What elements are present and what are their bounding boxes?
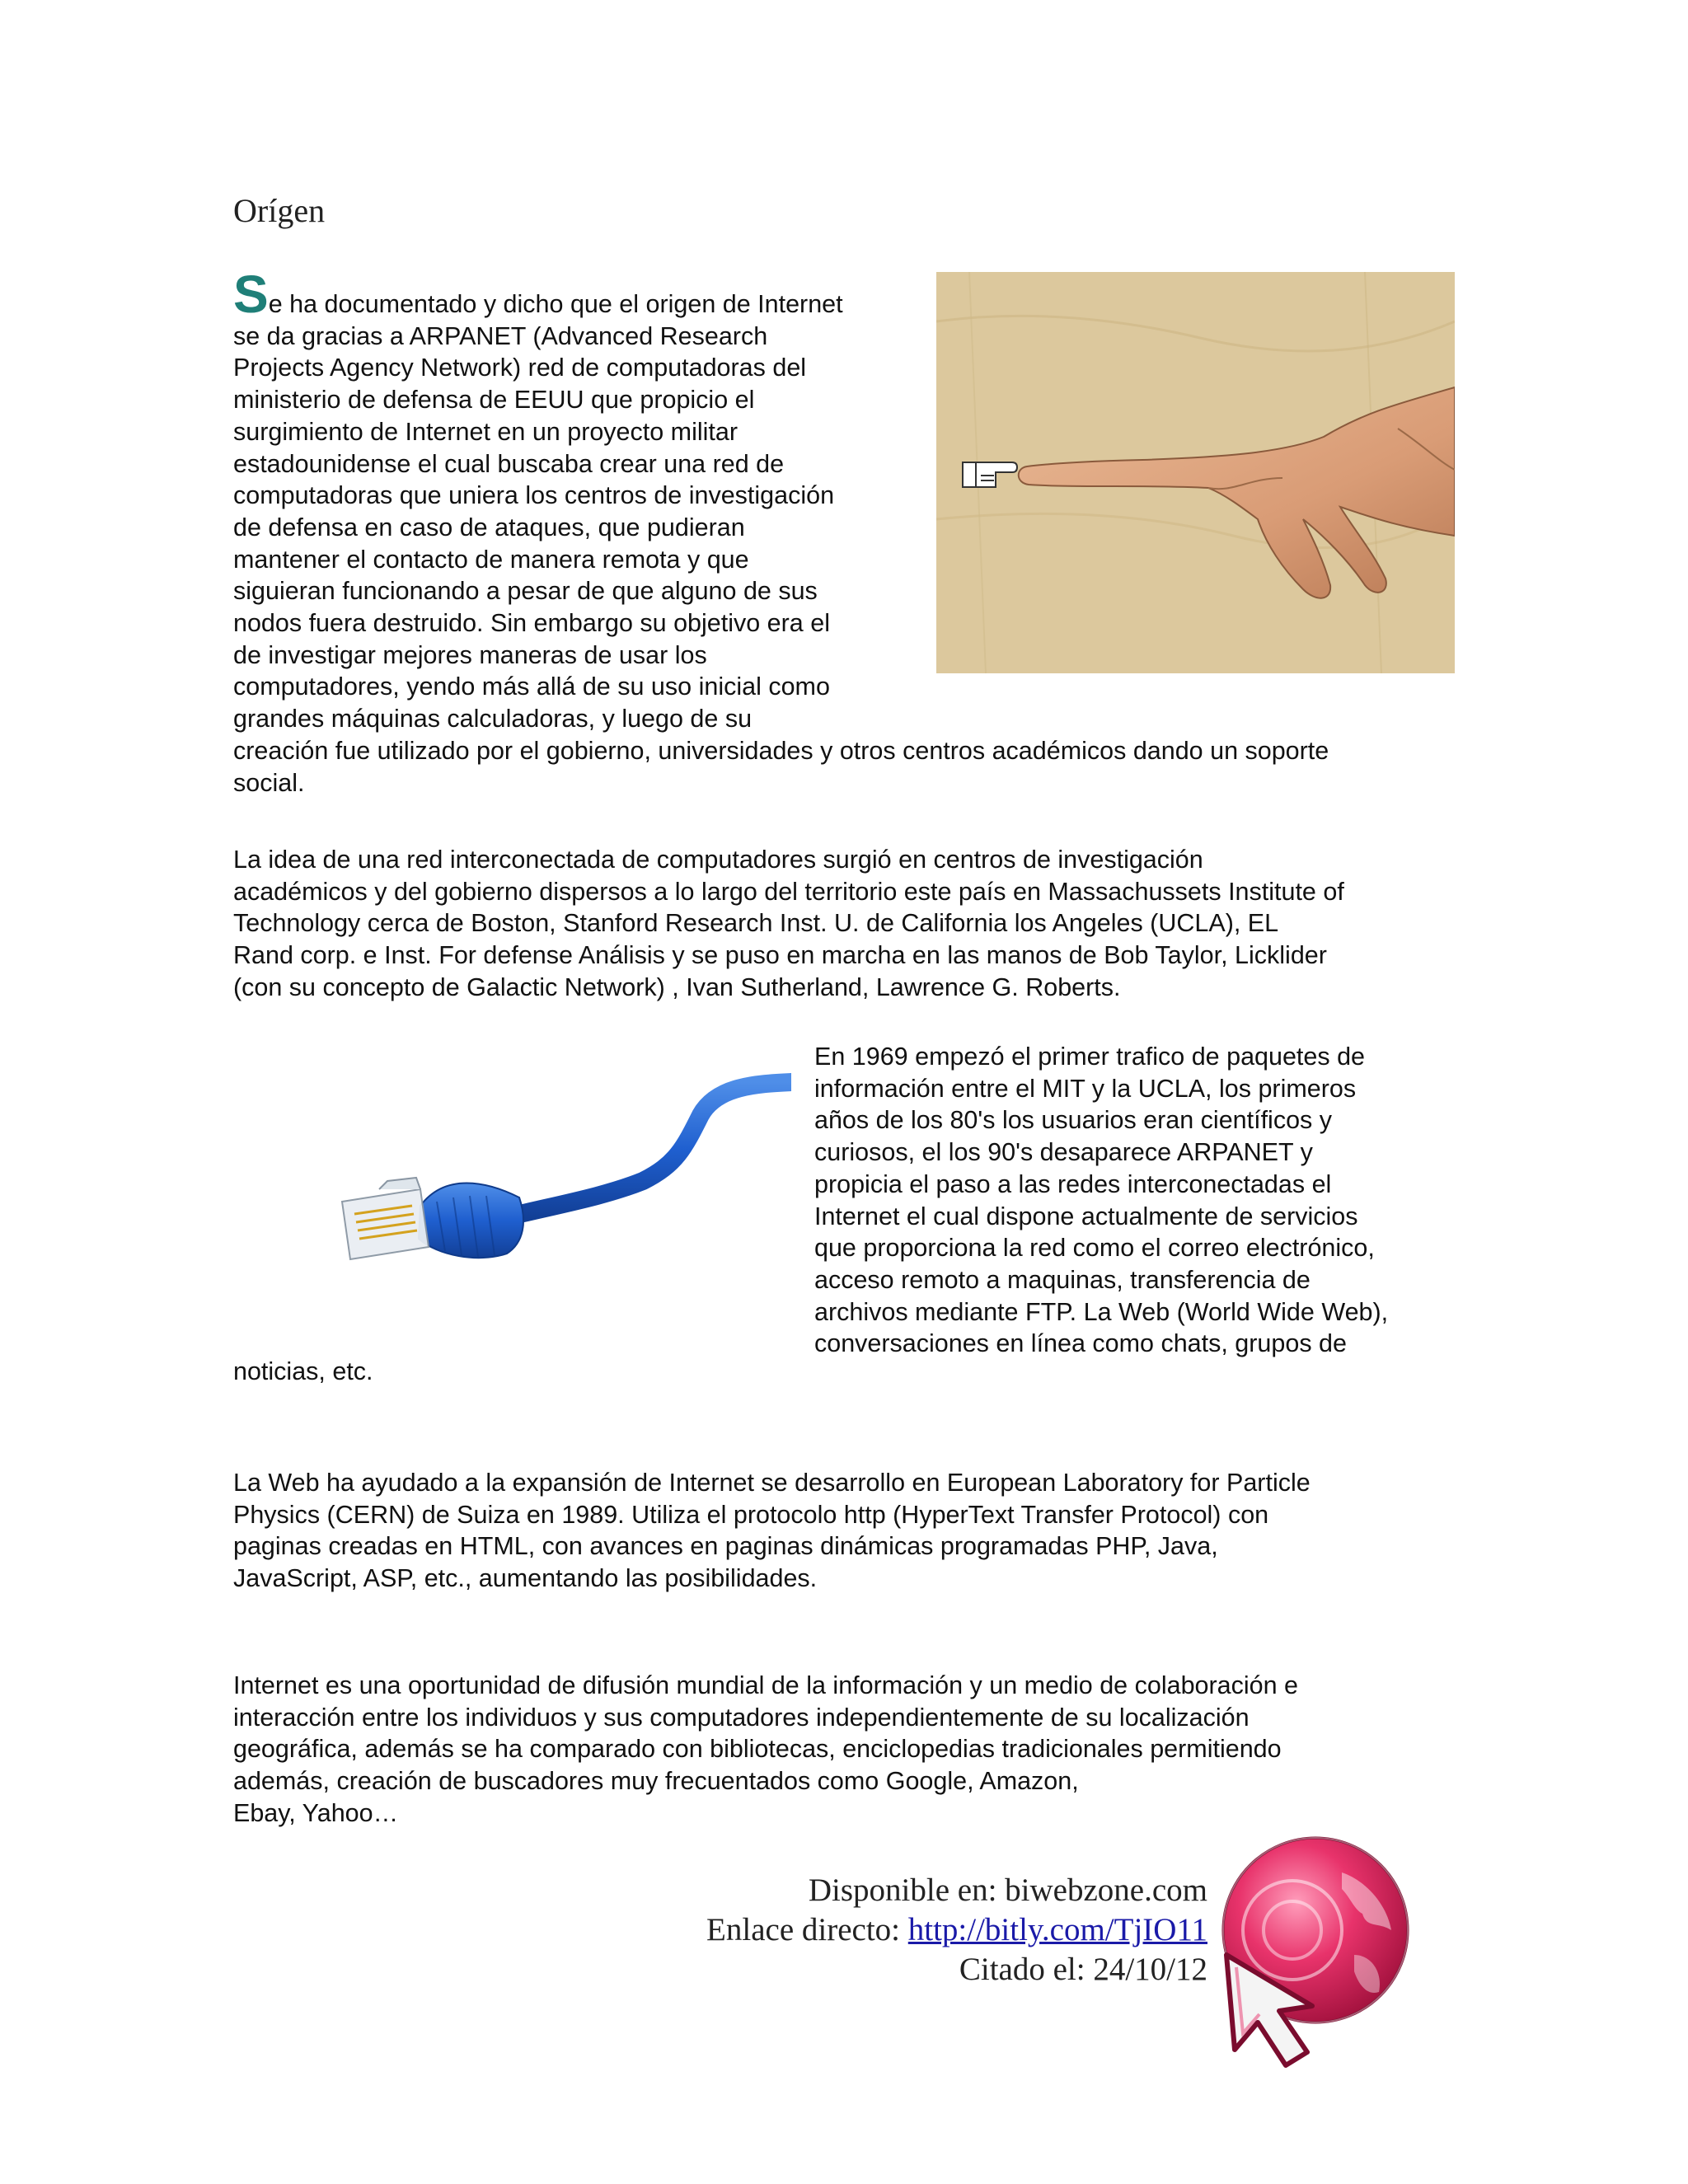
text-line: propicia el paso a las redes interconectadas el xyxy=(814,1169,1332,1198)
text-line: geográfica, además se ha comparado con bibliotecas, enciclopedias tradicionales permitiendo xyxy=(233,1735,1282,1764)
text-line: surgimiento de Internet en un proyecto militar xyxy=(233,417,738,446)
text-line: ministerio de defensa de EEUU que propicio el xyxy=(233,386,755,415)
paragraph-1969-tail xyxy=(233,1356,373,1388)
text-line: La idea de una red interconectada de computadores surgió en centros de investigación xyxy=(233,846,1203,874)
text-line: académicos y del gobierno dispersos a lo largo del territorio este país en Massachussets Institute of xyxy=(233,877,1344,906)
direct-link[interactable]: http://bitly.com/TjIO11 xyxy=(907,1912,1207,1947)
text-line: computadoras que uniera los centros de investigación xyxy=(233,481,835,510)
text-line: además, creación de buscadores muy frecuentados como Google, Amazon, xyxy=(233,1767,1079,1796)
text-line: interacción entre los individuos y sus computadores independientemente de su localización xyxy=(233,1703,1250,1732)
available-at: Disponible en: biwebzone.com xyxy=(808,1872,1207,1908)
text-line: que proporciona la red como el correo electrónico, xyxy=(814,1234,1375,1263)
text-line: Ebay, Yahoo… xyxy=(233,1798,399,1827)
globe-cursor-logo xyxy=(1210,1831,1414,2070)
paragraph-1969 xyxy=(814,1041,1457,1360)
first-line-text: e ha documentado y dicho que el origen de Internet xyxy=(268,290,843,318)
page-title: Orígen xyxy=(233,192,326,229)
text-line: social. xyxy=(233,768,305,797)
cited-date: Citado el: 24/10/12 xyxy=(959,1952,1207,1987)
text-line: curiosos, el los 90's desaparece ARPANET y xyxy=(814,1138,1313,1167)
text-line: archivos mediante FTP. La Web (World Wide Web), xyxy=(814,1297,1389,1326)
text-line: Internet el cual dispone actualmente de servicios xyxy=(814,1202,1358,1230)
text-line: mantener el contacto de manera remota y que xyxy=(233,545,749,574)
text-line: En 1969 empezó el primer trafico de paquetes de xyxy=(814,1043,1366,1071)
text-line: Internet es una oportunidad de difusión mundial de la información y un medio de colaboración e xyxy=(233,1671,1299,1699)
drop-cap: S xyxy=(233,265,269,324)
text-line: (con su concepto de Galactic Network) , Ivan Sutherland, Lawrence G. Roberts. xyxy=(233,972,1121,1001)
text-line: Physics (CERN) de Suiza en 1989. Utiliza el protocolo http (HyperText Transfer Protocol) con xyxy=(233,1500,1269,1529)
text-line: información entre el MIT y la UCLA, los primeros xyxy=(814,1074,1357,1103)
network-cable-image xyxy=(330,1066,791,1362)
text-line: nodos fuera destruido. Sin embargo su objetivo era el xyxy=(233,609,830,638)
globe-cursor-icon xyxy=(1210,1831,1414,2070)
paragraph-opportunity xyxy=(233,1670,1453,1830)
text-line: JavaScript, ASP, etc., aumentando las posibilidades. xyxy=(233,1564,818,1593)
paragraph-origin xyxy=(233,265,1453,799)
text-line: paginas creadas en HTML, con avances en paginas dinámicas programadas PHP, Java, xyxy=(233,1532,1218,1561)
text-line: acceso remoto a maquinas, transferencia de xyxy=(814,1265,1311,1294)
text-line: siguieran funcionando a pesar de que alguno de sus xyxy=(233,577,818,606)
citation-footer xyxy=(706,1871,1207,1990)
text-line: La Web ha ayudado a la expansión de Internet se desarrollo en European Laboratory for Particle xyxy=(233,1469,1311,1497)
direct-link-row xyxy=(706,1910,1207,1950)
paragraph-web xyxy=(233,1467,1453,1595)
text-line: de investigar mejores maneras de usar los xyxy=(233,640,707,669)
direct-link-label: Enlace directo: xyxy=(706,1912,900,1947)
text-line: grandes máquinas calculadoras, y luego de su xyxy=(233,705,753,733)
text-line: se da gracias a ARPANET (Advanced Research xyxy=(233,321,768,350)
ethernet-cable-illustration xyxy=(330,1066,791,1362)
paragraph-network-idea xyxy=(233,844,1453,1004)
text-line: creación fue utilizado por el gobierno, universidades y otros centros académicos dando un soporte xyxy=(233,736,1329,765)
paragraph-first-line xyxy=(233,265,1453,324)
text-line: Technology cerca de Boston, Stanford Research Inst. U. de California los Angeles (UCLA), EL xyxy=(233,909,1279,938)
text-line: Projects Agency Network) red de computadoras del xyxy=(233,354,807,382)
text-line: de defensa en caso de ataques, que pudieran xyxy=(233,513,745,541)
text-line: Rand corp. e Inst. For defense Análisis y se puso en marcha en las manos de Bob Taylor, Licklider xyxy=(233,941,1327,970)
text-line: computadores, yendo más allá de su uso inicial como xyxy=(233,673,830,701)
text-line: años de los 80's los usuarios eran científicos y xyxy=(814,1106,1333,1135)
text-line: estadounidense el cual buscaba crear una red de xyxy=(233,449,785,478)
text-line: conversaciones en línea como chats, grupos de xyxy=(814,1329,1347,1358)
text-line: noticias, etc. xyxy=(233,1357,373,1385)
